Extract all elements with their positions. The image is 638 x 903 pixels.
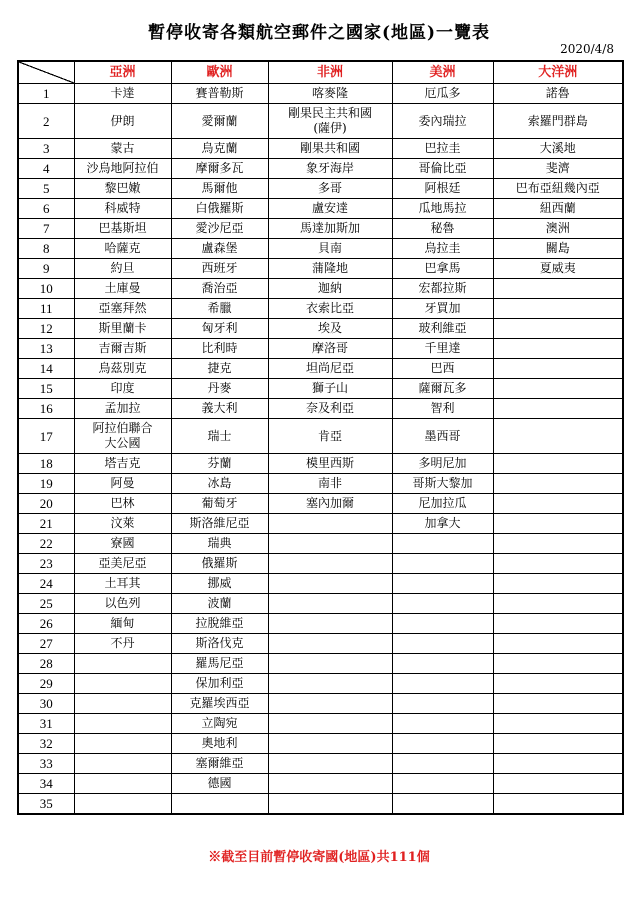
table-row [18, 514, 623, 534]
table-row [18, 694, 623, 714]
table-row [18, 104, 623, 139]
oceania-cell [493, 379, 623, 399]
americas-cell [392, 554, 493, 574]
row-number: 22 [18, 534, 74, 554]
asia-cell: 斯里蘭卡 [74, 319, 171, 339]
americas-cell: 烏拉圭 [392, 239, 493, 259]
europe-cell: 烏克蘭 [171, 139, 268, 159]
table-row [18, 614, 623, 634]
oceania-cell: 關島 [493, 239, 623, 259]
americas-cell: 智利 [392, 399, 493, 419]
row-number: 9 [18, 259, 74, 279]
europe-cell: 希臘 [171, 299, 268, 319]
americas-cell: 牙買加 [392, 299, 493, 319]
row-number: 14 [18, 359, 74, 379]
footnote: ※截至目前暫停收寄國(地區)共111個 [208, 850, 430, 865]
americas-cell [392, 534, 493, 554]
africa-cell: 埃及 [268, 319, 392, 339]
asia-cell [74, 674, 171, 694]
africa-cell: 獅子山 [268, 379, 392, 399]
africa-cell: 多哥 [268, 179, 392, 199]
table-row [18, 219, 623, 239]
table-body [18, 84, 623, 815]
row-number: 35 [18, 794, 74, 815]
africa-cell: 奈及利亞 [268, 399, 392, 419]
europe-cell: 比利時 [171, 339, 268, 359]
table-row [18, 454, 623, 474]
americas-cell: 宏都拉斯 [392, 279, 493, 299]
row-number: 1 [18, 84, 74, 104]
oceania-cell [493, 754, 623, 774]
page-title: 暫停收寄各類航空郵件之國家(地區)一覽表 [147, 23, 491, 43]
americas-cell: 尼加拉瓜 [392, 494, 493, 514]
americas-cell [392, 654, 493, 674]
europe-cell: 德國 [171, 774, 268, 794]
asia-cell [74, 774, 171, 794]
americas-cell: 巴西 [392, 359, 493, 379]
oceania-cell [493, 774, 623, 794]
africa-cell [268, 594, 392, 614]
oceania-cell [493, 674, 623, 694]
oceania-cell [493, 339, 623, 359]
africa-cell: 坦尚尼亞 [268, 359, 392, 379]
europe-cell: 立陶宛 [171, 714, 268, 734]
table-row [18, 474, 623, 494]
row-number: 4 [18, 159, 74, 179]
table-row [18, 239, 623, 259]
europe-cell: 奧地利 [171, 734, 268, 754]
europe-cell: 賽普勒斯 [171, 84, 268, 104]
row-number: 3 [18, 139, 74, 159]
row-number: 28 [18, 654, 74, 674]
europe-cell: 克羅埃西亞 [171, 694, 268, 714]
americas-cell: 哥倫比亞 [392, 159, 493, 179]
oceania-cell [493, 634, 623, 654]
americas-cell: 加拿大 [392, 514, 493, 534]
europe-cell: 塞爾維亞 [171, 754, 268, 774]
europe-cell: 馬爾他 [171, 179, 268, 199]
asia-cell [74, 654, 171, 674]
africa-cell [268, 694, 392, 714]
oceania-cell [493, 734, 623, 754]
document-date: 2020/4/8 [560, 42, 614, 56]
europe-cell: 愛爾蘭 [171, 104, 268, 139]
oceania-cell [493, 654, 623, 674]
table-row [18, 594, 623, 614]
africa-cell [268, 734, 392, 754]
asia-cell: 巴基斯坦 [74, 219, 171, 239]
asia-cell: 不丹 [74, 634, 171, 654]
oceania-cell: 澳洲 [493, 219, 623, 239]
africa-cell: 摩洛哥 [268, 339, 392, 359]
oceania-cell [493, 794, 623, 815]
asia-cell: 烏茲別克 [74, 359, 171, 379]
header-europe: 歐洲 [171, 61, 268, 84]
africa-cell [268, 714, 392, 734]
corner-cell [18, 61, 74, 84]
row-number: 11 [18, 299, 74, 319]
header-africa: 非洲 [268, 61, 392, 84]
table-row [18, 494, 623, 514]
row-number: 21 [18, 514, 74, 534]
row-number: 16 [18, 399, 74, 419]
table-row [18, 359, 623, 379]
africa-cell [268, 554, 392, 574]
table-row [18, 139, 623, 159]
asia-cell: 約旦 [74, 259, 171, 279]
oceania-cell [493, 419, 623, 454]
asia-cell: 亞美尼亞 [74, 554, 171, 574]
asia-cell: 蒙古 [74, 139, 171, 159]
americas-cell [392, 674, 493, 694]
africa-cell: 衣索比亞 [268, 299, 392, 319]
americas-cell: 薩爾瓦多 [392, 379, 493, 399]
oceania-cell [493, 399, 623, 419]
asia-cell: 印度 [74, 379, 171, 399]
africa-cell [268, 514, 392, 534]
row-number: 12 [18, 319, 74, 339]
americas-cell: 委內瑞拉 [392, 104, 493, 139]
asia-cell: 汶萊 [74, 514, 171, 534]
asia-cell: 阿曼 [74, 474, 171, 494]
header-oceania: 大洋洲 [493, 61, 623, 84]
africa-cell: 剛果共和國 [268, 139, 392, 159]
row-number: 10 [18, 279, 74, 299]
asia-cell: 卡達 [74, 84, 171, 104]
americas-cell [392, 574, 493, 594]
africa-cell [268, 674, 392, 694]
table-row [18, 774, 623, 794]
table-row [18, 794, 623, 815]
header-americas: 美洲 [392, 61, 493, 84]
asia-cell: 土庫曼 [74, 279, 171, 299]
row-number: 31 [18, 714, 74, 734]
africa-cell: 喀麥隆 [268, 84, 392, 104]
oceania-cell: 諾魯 [493, 84, 623, 104]
europe-cell: 瑞士 [171, 419, 268, 454]
europe-cell: 拉脫維亞 [171, 614, 268, 634]
table-row [18, 399, 623, 419]
americas-cell: 阿根廷 [392, 179, 493, 199]
europe-cell: 波蘭 [171, 594, 268, 614]
africa-cell: 肯亞 [268, 419, 392, 454]
americas-cell: 巴拿馬 [392, 259, 493, 279]
americas-cell: 玻利維亞 [392, 319, 493, 339]
oceania-cell [493, 359, 623, 379]
oceania-cell [493, 514, 623, 534]
americas-cell [392, 774, 493, 794]
asia-cell [74, 794, 171, 815]
row-number: 6 [18, 199, 74, 219]
oceania-cell [493, 554, 623, 574]
row-number: 17 [18, 419, 74, 454]
row-number: 29 [18, 674, 74, 694]
row-number: 32 [18, 734, 74, 754]
americas-cell: 瓜地馬拉 [392, 199, 493, 219]
table-row [18, 159, 623, 179]
suspension-table [17, 60, 624, 815]
europe-cell: 瑞典 [171, 534, 268, 554]
europe-cell: 盧森堡 [171, 239, 268, 259]
europe-cell: 白俄羅斯 [171, 199, 268, 219]
asia-cell [74, 694, 171, 714]
asia-cell: 哈薩克 [74, 239, 171, 259]
americas-cell: 巴拉圭 [392, 139, 493, 159]
europe-cell: 芬蘭 [171, 454, 268, 474]
europe-cell [171, 794, 268, 815]
americas-cell [392, 734, 493, 754]
row-number: 13 [18, 339, 74, 359]
table-row [18, 259, 623, 279]
row-number: 25 [18, 594, 74, 614]
africa-cell [268, 574, 392, 594]
europe-cell: 葡萄牙 [171, 494, 268, 514]
africa-cell: 迦納 [268, 279, 392, 299]
americas-cell: 多明尼加 [392, 454, 493, 474]
table-row [18, 674, 623, 694]
table-row [18, 574, 623, 594]
oceania-cell: 夏威夷 [493, 259, 623, 279]
row-number: 5 [18, 179, 74, 199]
table-row [18, 554, 623, 574]
table-row [18, 754, 623, 774]
europe-cell: 羅馬尼亞 [171, 654, 268, 674]
americas-cell [392, 694, 493, 714]
africa-cell [268, 754, 392, 774]
asia-cell: 土耳其 [74, 574, 171, 594]
africa-cell: 剛果民主共和國 (薩伊) [268, 104, 392, 139]
asia-cell: 伊朗 [74, 104, 171, 139]
header-asia: 亞洲 [74, 61, 171, 84]
asia-cell: 吉爾吉斯 [74, 339, 171, 359]
oceania-cell [493, 474, 623, 494]
europe-cell: 挪威 [171, 574, 268, 594]
europe-cell: 摩爾多瓦 [171, 159, 268, 179]
oceania-cell [493, 694, 623, 714]
americas-cell [392, 614, 493, 634]
table-row [18, 299, 623, 319]
oceania-cell: 紐西蘭 [493, 199, 623, 219]
asia-cell: 塔吉克 [74, 454, 171, 474]
europe-cell: 丹麥 [171, 379, 268, 399]
europe-cell: 捷克 [171, 359, 268, 379]
americas-cell [392, 634, 493, 654]
africa-cell: 貝南 [268, 239, 392, 259]
table-row [18, 339, 623, 359]
americas-cell: 秘魯 [392, 219, 493, 239]
asia-cell: 亞塞拜然 [74, 299, 171, 319]
oceania-cell [493, 594, 623, 614]
africa-cell: 塞內加爾 [268, 494, 392, 514]
row-number: 33 [18, 754, 74, 774]
table-row [18, 654, 623, 674]
africa-cell [268, 614, 392, 634]
europe-cell: 喬治亞 [171, 279, 268, 299]
oceania-cell: 斐濟 [493, 159, 623, 179]
oceania-cell: 大溪地 [493, 139, 623, 159]
row-number: 19 [18, 474, 74, 494]
asia-cell: 以色列 [74, 594, 171, 614]
row-number: 18 [18, 454, 74, 474]
oceania-cell [493, 574, 623, 594]
africa-cell [268, 534, 392, 554]
africa-cell: 象牙海岸 [268, 159, 392, 179]
europe-cell: 愛沙尼亞 [171, 219, 268, 239]
row-number: 26 [18, 614, 74, 634]
americas-cell [392, 594, 493, 614]
europe-cell: 俄羅斯 [171, 554, 268, 574]
asia-cell: 阿拉伯聯合 大公國 [74, 419, 171, 454]
europe-cell: 保加利亞 [171, 674, 268, 694]
row-number: 15 [18, 379, 74, 399]
row-number: 30 [18, 694, 74, 714]
header-row [18, 61, 623, 84]
americas-cell: 哥斯大黎加 [392, 474, 493, 494]
africa-cell [268, 774, 392, 794]
asia-cell: 巴林 [74, 494, 171, 514]
row-number: 24 [18, 574, 74, 594]
row-number: 2 [18, 104, 74, 139]
europe-cell: 斯洛伐克 [171, 634, 268, 654]
row-number: 20 [18, 494, 74, 514]
africa-cell [268, 634, 392, 654]
asia-cell [74, 714, 171, 734]
oceania-cell [493, 614, 623, 634]
row-number: 27 [18, 634, 74, 654]
americas-cell [392, 794, 493, 815]
row-number: 7 [18, 219, 74, 239]
americas-cell: 厄瓜多 [392, 84, 493, 104]
asia-cell: 孟加拉 [74, 399, 171, 419]
europe-cell: 西班牙 [171, 259, 268, 279]
asia-cell: 黎巴嫩 [74, 179, 171, 199]
africa-cell [268, 654, 392, 674]
oceania-cell [493, 319, 623, 339]
oceania-cell: 索羅門群島 [493, 104, 623, 139]
europe-cell: 義大利 [171, 399, 268, 419]
oceania-cell [493, 454, 623, 474]
row-number: 23 [18, 554, 74, 574]
americas-cell: 墨西哥 [392, 419, 493, 454]
oceania-cell [493, 494, 623, 514]
table-row [18, 379, 623, 399]
asia-cell: 緬甸 [74, 614, 171, 634]
europe-cell: 匈牙利 [171, 319, 268, 339]
table-row [18, 534, 623, 554]
americas-cell [392, 714, 493, 734]
asia-cell [74, 754, 171, 774]
europe-cell: 斯洛維尼亞 [171, 514, 268, 534]
table-row [18, 279, 623, 299]
table-row [18, 199, 623, 219]
row-number: 8 [18, 239, 74, 259]
table-row [18, 84, 623, 104]
asia-cell: 科威特 [74, 199, 171, 219]
africa-cell: 模里西斯 [268, 454, 392, 474]
oceania-cell [493, 279, 623, 299]
row-number: 34 [18, 774, 74, 794]
table-row [18, 179, 623, 199]
africa-cell: 盧安達 [268, 199, 392, 219]
oceania-cell [493, 299, 623, 319]
oceania-cell [493, 534, 623, 554]
africa-cell: 南非 [268, 474, 392, 494]
africa-cell: 蒲隆地 [268, 259, 392, 279]
table-row [18, 714, 623, 734]
asia-cell [74, 734, 171, 754]
asia-cell: 寮國 [74, 534, 171, 554]
table-row [18, 419, 623, 454]
americas-cell [392, 754, 493, 774]
europe-cell: 冰島 [171, 474, 268, 494]
table-row [18, 734, 623, 754]
oceania-cell: 巴布亞紐幾內亞 [493, 179, 623, 199]
asia-cell: 沙烏地阿拉伯 [74, 159, 171, 179]
africa-cell [268, 794, 392, 815]
oceania-cell [493, 714, 623, 734]
table-row [18, 319, 623, 339]
africa-cell: 馬達加斯加 [268, 219, 392, 239]
americas-cell: 千里達 [392, 339, 493, 359]
table-row [18, 634, 623, 654]
